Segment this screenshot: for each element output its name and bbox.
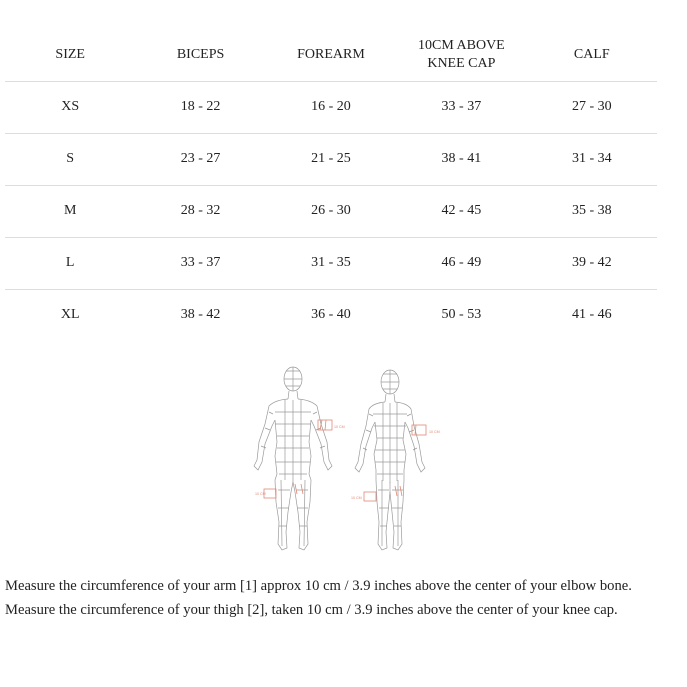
header-calf: CALF [527, 29, 657, 81]
cell-above-knee: 38 - 41 [396, 133, 526, 185]
marker-label: 10 CM [429, 430, 440, 434]
cell-size: XL [60, 307, 80, 323]
cell-size: XS [5, 81, 135, 133]
marker-label: 10 CM [255, 492, 266, 496]
cell-biceps: 38 - 42 [180, 307, 221, 323]
cell-forearm: 26 - 30 [266, 185, 396, 237]
header-forearm: FOREARM [266, 29, 396, 81]
cell-size: S [5, 133, 135, 185]
cell-biceps: 33 - 37 [135, 237, 265, 289]
cell-above-knee: 50 - 53 [441, 307, 482, 323]
cell-calf: 31 - 34 [527, 133, 657, 185]
cell-forearm: 16 - 20 [266, 81, 396, 133]
measurement-markers [264, 420, 426, 501]
cell-size: L [5, 237, 135, 289]
cell-above-knee: 42 - 45 [396, 185, 526, 237]
cell-forearm: 21 - 25 [266, 133, 396, 185]
cell-calf: 27 - 30 [527, 81, 657, 133]
instruction-thigh: Measure the circumference of your thigh [2], taken 10 cm / 3.9 inches above the center of your knee cap. [5, 602, 618, 618]
table-row [5, 289, 657, 341]
size-chart-table [5, 29, 657, 341]
cell-forearm: 36 - 40 [311, 307, 351, 323]
header-biceps: BICEPS [135, 29, 265, 81]
cell-biceps: 28 - 32 [135, 185, 265, 237]
table-row [5, 185, 657, 237]
female-figure [355, 370, 425, 550]
header-size: SIZE [5, 29, 135, 81]
male-thigh-marker [264, 489, 276, 498]
marker-label: 10 CM [351, 496, 362, 500]
cell-biceps: 18 - 22 [135, 81, 265, 133]
instruction-arm: Measure the circumference of your arm [1] approx 10 cm / 3.9 inches above the center of your elbow bone. [5, 578, 632, 594]
table-row [5, 81, 657, 133]
measurement-instructions [5, 574, 685, 622]
cell-size: M [5, 185, 135, 237]
table-row [5, 237, 657, 289]
body-measurement-figures [245, 362, 440, 560]
header-above-knee: 10CM ABOVE KNEE CAP [396, 29, 526, 81]
female-thigh-marker [364, 492, 376, 501]
table-header-row [5, 29, 657, 81]
cell-biceps: 23 - 27 [135, 133, 265, 185]
marker-label: 10 CM [334, 425, 345, 429]
cell-calf: 35 - 38 [527, 185, 657, 237]
cell-calf: 41 - 46 [571, 307, 612, 323]
cell-forearm: 31 - 35 [266, 237, 396, 289]
table-row [5, 133, 657, 185]
cell-above-knee: 46 - 49 [396, 237, 526, 289]
cell-above-knee: 33 - 37 [396, 81, 526, 133]
cell-calf: 39 - 42 [527, 237, 657, 289]
male-figure [254, 367, 332, 550]
